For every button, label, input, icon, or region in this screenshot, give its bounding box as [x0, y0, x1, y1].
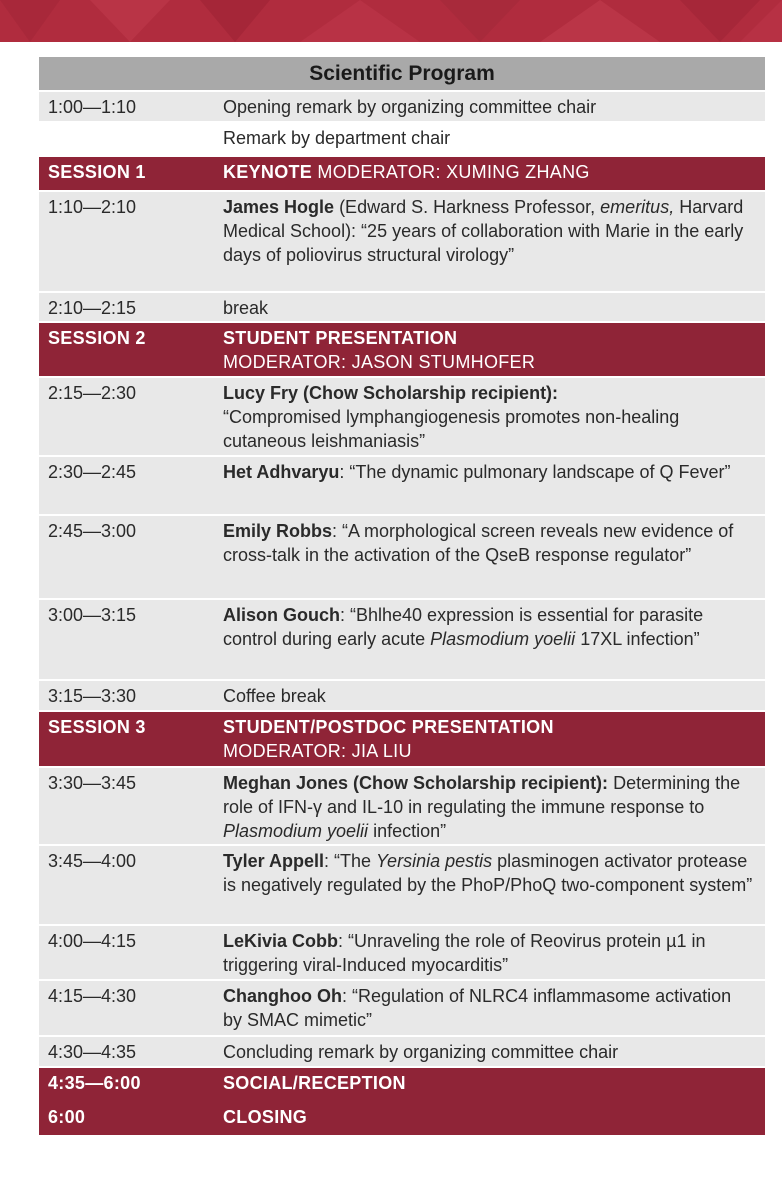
talk-title: : “Regulation of NLRC4 inflammasome activation by SMAC mimetic” [223, 986, 732, 1030]
speaker-name: Het Adhvaryu [223, 462, 340, 482]
session-label: SESSION 2 [48, 328, 146, 348]
session-header-2 [39, 323, 765, 378]
talk-title: : “The [324, 851, 377, 871]
table-row [39, 293, 765, 323]
speaker-name: Tyler Appell [223, 851, 325, 871]
species-name: Plasmodium yoelii [223, 821, 369, 841]
desc-cell [223, 846, 765, 924]
time-cell: 6:00 [48, 1107, 86, 1127]
table-row [39, 926, 765, 981]
desc-cell [223, 600, 765, 679]
species-name: Plasmodium yoelii [430, 629, 576, 649]
talk-title: : “Bhlhe40 expression is essential for parasite control during early acute [223, 605, 704, 649]
speaker-name: Alison Gouch [223, 605, 340, 625]
time-cell: 2:15—2:30 [48, 383, 137, 403]
talk-title-end: 17XL infection” [575, 629, 700, 649]
time-cell: 3:45—4:00 [48, 851, 137, 871]
table-row [39, 192, 765, 293]
session-header-3 [39, 712, 765, 768]
talk-title: : “A morphological screen reveals new evidence of cross-talk in the activation of the QseB response regulator” [223, 521, 734, 565]
table-row [39, 378, 765, 457]
header-banner [0, 0, 782, 42]
desc-cell [223, 768, 765, 844]
talk-title-end: plasminogen activator protease is negatively regulated by the PhoP/PhoQ two-component system” [223, 851, 753, 895]
speaker-name: Changhoo Oh [223, 986, 342, 1006]
program-title-bar [39, 57, 765, 92]
session-label: SESSION 3 [48, 717, 146, 737]
session-moderator: MODERATOR: JIA LIU [223, 741, 412, 761]
session-label: SESSION 1 [48, 162, 146, 182]
desc-cell: Concluding remark by organizing committee chair [223, 1042, 619, 1062]
species-name: Yersinia pestis [376, 851, 493, 871]
desc-cell: SOCIAL/RECEPTION [223, 1073, 406, 1093]
session-title [223, 323, 765, 376]
time-cell: 1:10—2:10 [48, 197, 137, 217]
table-row [39, 846, 765, 926]
desc-cell: Opening remark by organizing committee chair [223, 97, 597, 117]
session-title [223, 157, 765, 190]
social-row [39, 1068, 765, 1102]
session-header-1 [39, 157, 765, 192]
desc-cell [223, 457, 765, 514]
desc-cell [223, 981, 765, 1035]
desc-cell: break [223, 298, 269, 318]
time-cell: 2:30—2:45 [48, 462, 137, 482]
program-table [39, 57, 765, 1135]
table-row [39, 457, 765, 516]
talk-title: : “The dynamic pulmonary landscape of Q Fever” [339, 462, 731, 482]
table-row [39, 516, 765, 600]
time-cell: 4:30—4:35 [48, 1042, 137, 1062]
time-cell: 3:15—3:30 [48, 686, 137, 706]
desc-cell [223, 516, 765, 598]
session-moderator: MODERATOR: XUMING ZHANG [312, 162, 590, 182]
closing-row [39, 1102, 765, 1135]
desc-cell: Remark by department chair [223, 128, 451, 148]
talk-title-end: infection” [368, 821, 447, 841]
speaker-affiliation: (Edward S. Harkness Professor, [334, 197, 601, 217]
time-cell: 3:00—3:15 [48, 605, 137, 625]
desc-cell: CLOSING [223, 1107, 308, 1127]
speaker-name: Lucy Fry (Chow Scholarship recipient): [223, 383, 559, 403]
desc-cell [223, 378, 765, 455]
banner-triangle-pattern [0, 0, 782, 42]
time-cell: 3:30—3:45 [48, 773, 137, 793]
desc-cell [223, 926, 765, 979]
time-cell: 4:00—4:15 [48, 931, 137, 951]
speaker-name: Meghan Jones (Chow Scholarship recipient): [223, 773, 609, 793]
speaker-name: James Hogle [223, 197, 335, 217]
session-type: STUDENT PRESENTATION [223, 328, 458, 348]
speaker-name: LeKivia Cobb [223, 931, 339, 951]
talk-title: : “Unraveling the role of Reovirus protein µ1 in triggering viral-Induced myocarditis” [223, 931, 706, 975]
time-cell: 1:00—1:10 [48, 97, 137, 117]
talk-title: Determining the role of IFN-γ and IL-10 in regulating the immune response to [223, 773, 741, 817]
desc-cell: Coffee break [223, 686, 326, 706]
speaker-name: Emily Robbs [223, 521, 333, 541]
table-row [39, 768, 765, 846]
table-row [39, 1037, 765, 1068]
session-type: STUDENT/POSTDOC PRESENTATION [223, 717, 554, 737]
table-row [39, 981, 765, 1037]
session-moderator: MODERATOR: JASON STUMHOFER [223, 352, 536, 372]
table-row [39, 92, 765, 123]
time-cell: 4:35—6:00 [48, 1073, 141, 1093]
program-title: Scientific Program [309, 61, 495, 85]
talk-title: Harvard Medical School): “25 years of collaboration with Marie in the early days of poliovirus structural virology” [223, 197, 744, 265]
desc-cell [223, 192, 765, 291]
talk-title: “Compromised lymphangiogenesis promotes non-healing cutaneous leishmaniasis” [223, 407, 680, 451]
session-title [223, 712, 765, 766]
table-row [39, 600, 765, 681]
session-type: KEYNOTE [223, 162, 313, 182]
table-row [39, 681, 765, 712]
time-cell: 4:15—4:30 [48, 986, 137, 1006]
time-cell: 2:45—3:00 [48, 521, 137, 541]
time-cell: 2:10—2:15 [48, 298, 137, 318]
time-cell [39, 123, 223, 155]
table-row [39, 123, 765, 157]
emeritus-text: emeritus, [600, 197, 675, 217]
